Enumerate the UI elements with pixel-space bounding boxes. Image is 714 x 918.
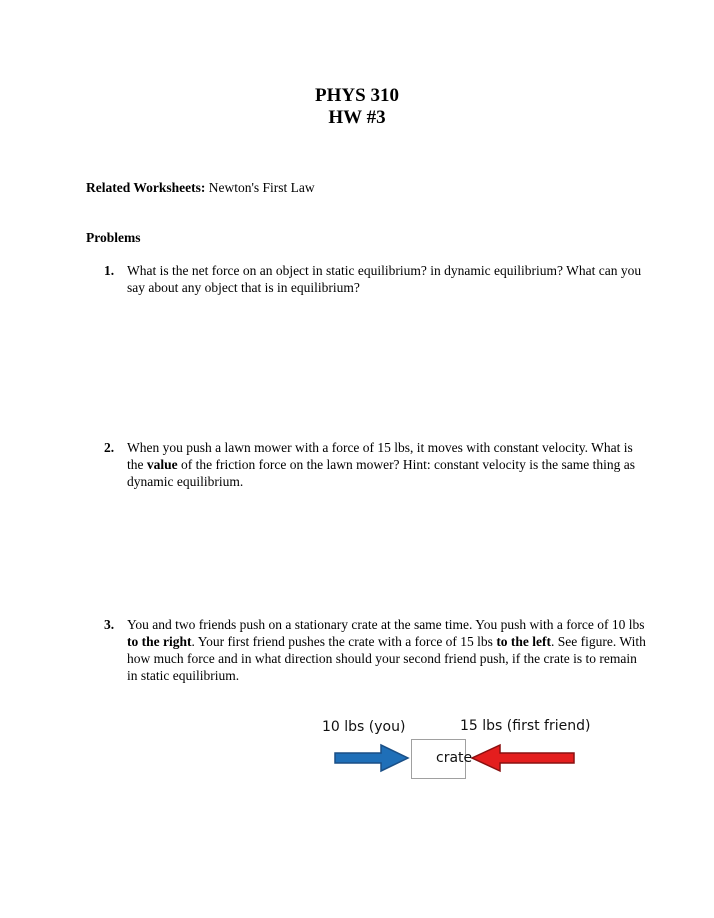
problem-text-bold: to the right [127, 634, 192, 649]
problem-text-part: of the friction force on the lawn mower? Hint: constant velocity is the same thing as dynamic equilibrium. [127, 457, 636, 489]
right-arrow-icon [335, 745, 408, 771]
left-force-label: 10 lbs (you) [322, 719, 406, 735]
problem-text-part: . See figure. With how much force and in what direction should your second friend push, if the crate is to remain in static equilibrium. [127, 634, 646, 683]
problems-heading: Problems [86, 230, 141, 245]
problem-text-bold: to the left [496, 634, 552, 649]
related-value: Newton's First Law [208, 180, 315, 195]
crate-label: crate [436, 750, 473, 766]
related-label: Related Worksheets: [86, 180, 206, 195]
course-title: PHYS 310 [315, 85, 399, 106]
problem-number: 1. [104, 263, 115, 278]
problem-text-part: . Your first friend pushes the crate with a force of 15 lbs [191, 634, 497, 649]
problem-text: What is the net force on an object in static equilibrium? in dynamic equilibrium? What can you say about any object that is in equilibrium? [127, 263, 642, 295]
problem-text-bold: value [146, 457, 178, 472]
problem-text-part: You and two friends push on a stationary crate at the same time. You push with a force of 10 lbs [127, 617, 645, 632]
assignment-title: HW #3 [328, 107, 386, 128]
problem-number: 3. [104, 617, 115, 632]
problem-number: 2. [104, 440, 115, 455]
problem-text-part: When you push a lawn mower with a force of 15 lbs, it moves with constant velocity. What is the [127, 440, 633, 472]
left-arrow-icon [472, 745, 574, 771]
right-force-label: 15 lbs (first friend) [460, 718, 591, 734]
